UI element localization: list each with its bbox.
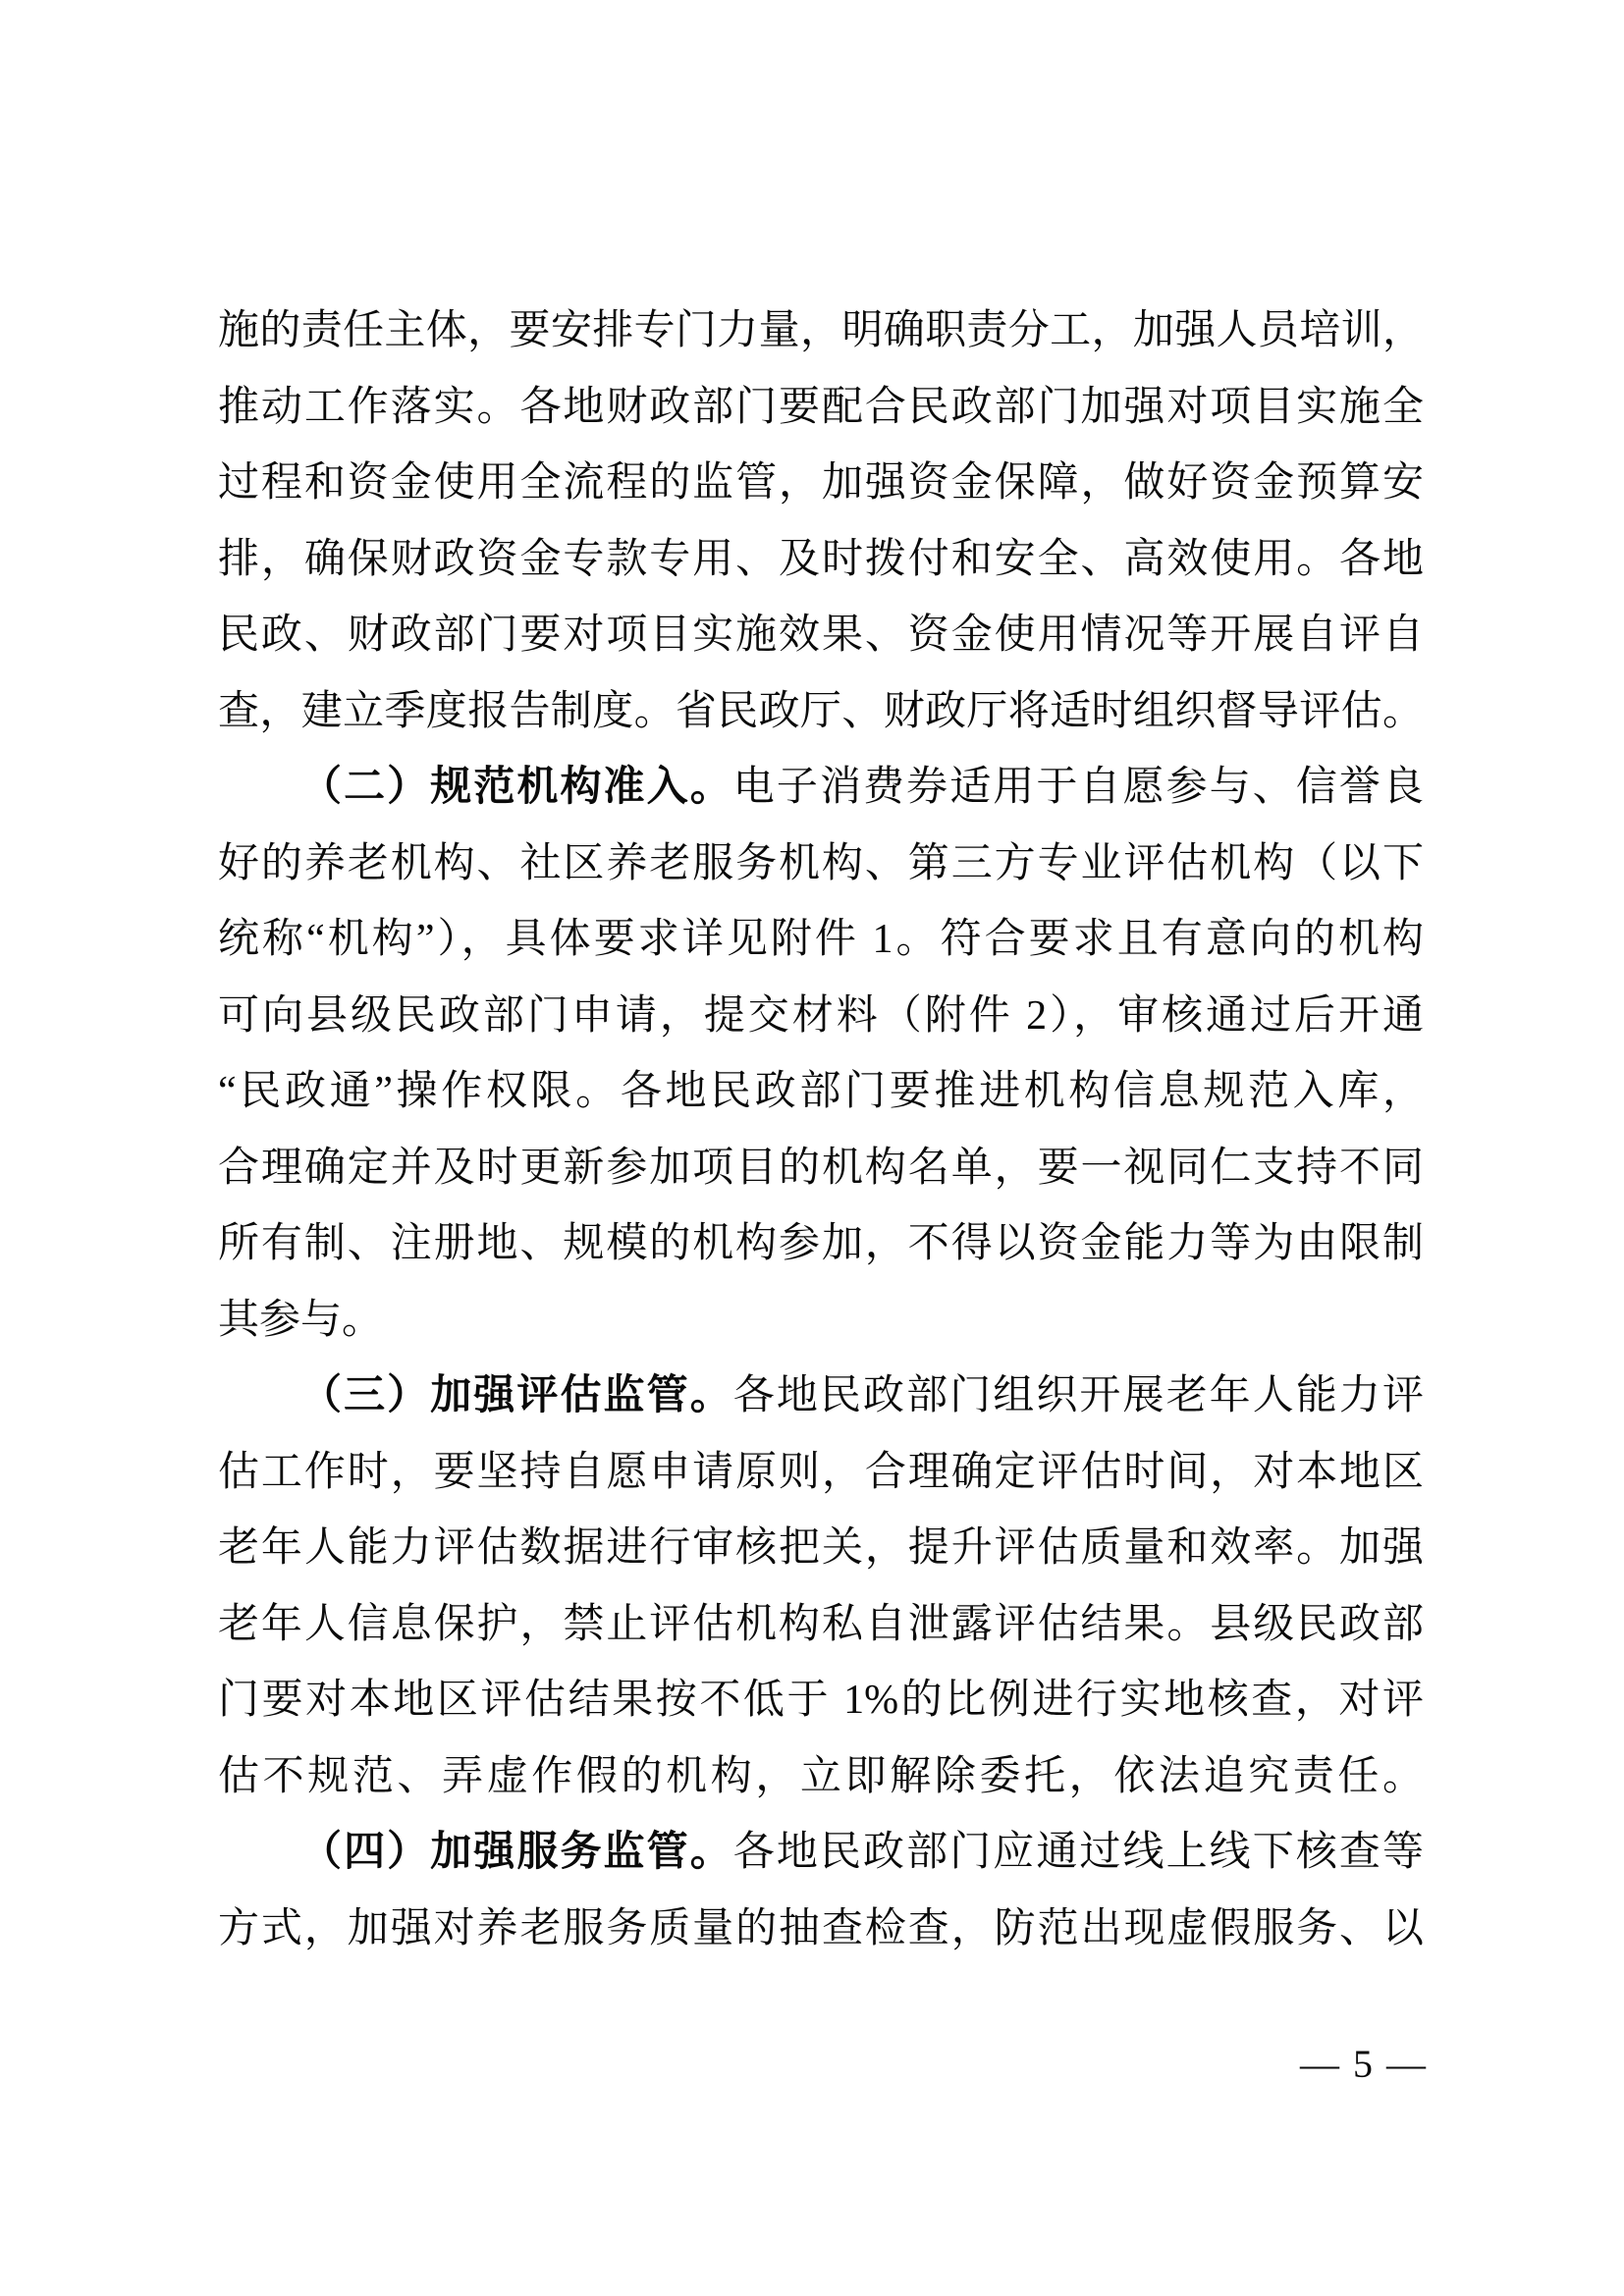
text-line: [218, 902, 1424, 979]
text-line: [218, 1587, 1424, 1664]
line-text: 老年人信息保护，禁止评估机构私自泄露评估结果。县级民政部: [218, 1601, 1424, 1647]
text-line: [218, 674, 1424, 751]
line-text: 门要对本地区评估结果按不低于 1%的比例进行实地核查，对评: [218, 1678, 1424, 1723]
text-line: [218, 1511, 1424, 1587]
line-text: “民政通”操作权限。各地民政部门要推进机构信息规范入库，: [218, 1069, 1424, 1114]
text-line: [218, 1206, 1424, 1283]
text-line: [218, 1054, 1424, 1131]
section-heading: （三）加强评估监管。: [300, 1373, 733, 1418]
text-line: [218, 1739, 1424, 1816]
text-line: [218, 370, 1424, 447]
line-text: 过程和资金使用全流程的监管，加强资金保障，做好资金预算安: [218, 460, 1424, 506]
text-line: [218, 1359, 1424, 1435]
line-text: 合理确定并及时更新参加项目的机构名单，要一视同仁支持不同: [218, 1145, 1424, 1191]
text-line: [218, 1663, 1424, 1739]
line-text: 统称“机构”），具体要求详见附件 1。符合要求且有意向的机构: [218, 917, 1424, 962]
line-text: 推动工作落实。各地财政部门要配合民政部门加强对项目实施全: [218, 384, 1424, 430]
line-text: 各地民政部门组织开展老年人能力评: [732, 1373, 1424, 1418]
line-text: 好的养老机构、社区养老服务机构、第三方专业评估机构（以下: [218, 840, 1424, 886]
line-text: 估不规范、弄虚作假的机构，立即解除委托，依法追究责任。: [218, 1753, 1424, 1799]
section-heading: （二）规范机构准入。: [300, 765, 733, 810]
line-text: 方式，加强对养老服务质量的抽查检查，防范出现虚假服务、以: [218, 1905, 1424, 1951]
line-text: 排，确保财政资金专款专用、及时拨付和安全、高效使用。各地: [218, 536, 1424, 582]
text-line: [218, 1283, 1424, 1360]
line-text: 各地民政部门应通过线上线下核查等: [732, 1830, 1424, 1875]
text-line: [218, 750, 1424, 827]
line-text: 可向县级民政部门申请，提交材料（附件 2），审核通过后开通: [218, 992, 1424, 1039]
section-heading: （四）加强服务监管。: [300, 1830, 733, 1875]
line-text: 民政、财政部门要对项目实施效果、资金使用情况等开展自评自: [218, 613, 1424, 658]
line-text: 施的责任主体，要安排专门力量，明确职责分工，加强人员培训，: [218, 308, 1424, 353]
text-line: [218, 294, 1424, 370]
line-text: 查，建立季度报告制度。省民政厅、财政厅将适时组织督导评估。: [218, 688, 1424, 734]
line-text: 所有制、注册地、规模的机构参加，不得以资金能力等为由限制: [218, 1221, 1424, 1266]
text-line: [218, 1815, 1424, 1892]
text-line: [218, 1892, 1424, 1968]
text-line: [218, 446, 1424, 522]
page-number: — 5 —: [1300, 2042, 1428, 2086]
text-line: [218, 979, 1424, 1055]
text-line: [218, 1435, 1424, 1512]
text-line: [218, 1131, 1424, 1207]
text-block: [218, 294, 1424, 1967]
line-text: 估工作时，要坚持自愿申请原则，合理确定评估时间，对本地区: [218, 1449, 1424, 1495]
line-text: 老年人能力评估数据进行审核把关，提升评估质量和效率。加强: [218, 1525, 1424, 1571]
text-line: [218, 827, 1424, 903]
line-text: 电子消费券适用于自愿参与、信誉良: [732, 765, 1424, 810]
text-line: [218, 522, 1424, 599]
text-line: [218, 598, 1424, 674]
line-text: 其参与。: [218, 1297, 384, 1343]
